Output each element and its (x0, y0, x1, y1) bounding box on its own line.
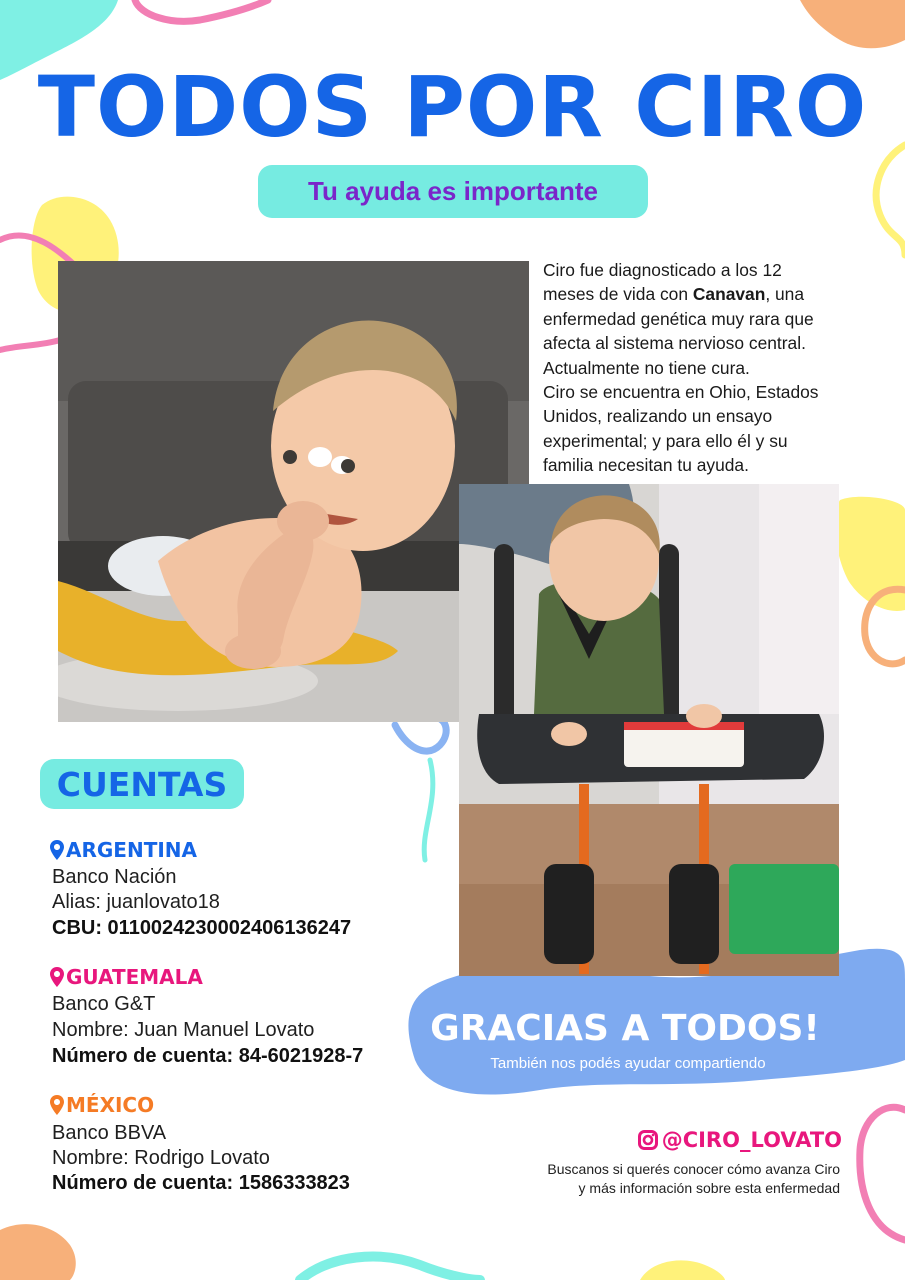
handle-text: @CIRO_LOVATO (661, 1128, 842, 1152)
yellow-blob-bottom-right (640, 1260, 725, 1280)
account-alias: Alias: juanlovato18 (52, 891, 220, 913)
teal-squiggle-bottom (300, 1257, 480, 1280)
description-line: afecta al sistema nervioso central. (543, 333, 806, 354)
orange-blob-top-right (800, 0, 905, 48)
accounts-heading: CUENTAS (56, 764, 228, 804)
account-holder: Nombre: Rodrigo Lovato (52, 1147, 270, 1169)
instagram-icon (638, 1130, 658, 1150)
description-line: enfermedad genética muy rara que (543, 308, 814, 329)
yellow-blob-right (835, 497, 905, 611)
location-pin-icon (50, 1095, 64, 1115)
bank-name: Banco BBVA (52, 1122, 167, 1144)
bank-name: Banco Nación (52, 866, 177, 888)
social-note-line: Buscanos si querés conocer cómo avanza Ciro (547, 1161, 840, 1177)
yellow-squiggle-right (876, 145, 905, 255)
country-label: GUATEMALA (66, 965, 203, 989)
description-line: Ciro se encuentra en Ohio, Estados (543, 382, 819, 403)
description-text (543, 258, 843, 478)
description-line: experimental; y para ello él y su (543, 430, 788, 451)
instagram-handle[interactable] (612, 1128, 842, 1152)
location-pin-icon (50, 840, 64, 860)
description-line: familia necesitan tu ayuda. (543, 455, 749, 476)
accounts-heading-pill (40, 759, 244, 809)
country-argentina (50, 838, 197, 862)
social-note-line: y más información sobre esta enfermedad (578, 1180, 840, 1196)
thanks-title: GRACIAS A TODOS! (430, 1008, 820, 1049)
social-note (480, 1160, 840, 1198)
country-label: ARGENTINA (66, 838, 197, 862)
country-mexico (50, 1093, 154, 1117)
thanks-subtitle: También nos podés ayudar compartiendo (490, 1055, 766, 1072)
subtitle-text: Tu ayuda es importante (308, 176, 598, 206)
pink-outline-bottom-right (860, 1107, 905, 1240)
orange-blob-bottom-left (0, 1224, 76, 1280)
country-guatemala (50, 965, 203, 989)
teal-squiggle-middle (424, 760, 433, 860)
description-line: Actualmente no tiene cura. (543, 357, 750, 378)
description-line: Ciro fue diagnosticado a los 12 (543, 260, 782, 280)
disease-name: Canavan (692, 284, 766, 305)
country-label: MÉXICO (66, 1093, 155, 1117)
subtitle-pill (258, 165, 648, 218)
blue-squiggle-middle (395, 718, 446, 751)
description-line: Unidos, realizando un ensayo (543, 406, 773, 427)
page-title: TODOS POR CIRO (37, 58, 868, 156)
account-number: Número de cuenta: 84-6021928-7 (52, 1045, 364, 1067)
description-line: meses de vida con Canavan, una (543, 284, 805, 305)
account-number: CBU: 0110024230002406136247 (52, 917, 352, 939)
location-pin-icon (50, 967, 64, 987)
bank-name: Banco G&T (52, 993, 156, 1015)
account-number: Número de cuenta: 1586333823 (52, 1172, 350, 1194)
pink-squiggle-top (135, 0, 268, 21)
child-in-stander-photo (459, 484, 839, 976)
account-holder: Nombre: Juan Manuel Lovato (52, 1019, 315, 1041)
